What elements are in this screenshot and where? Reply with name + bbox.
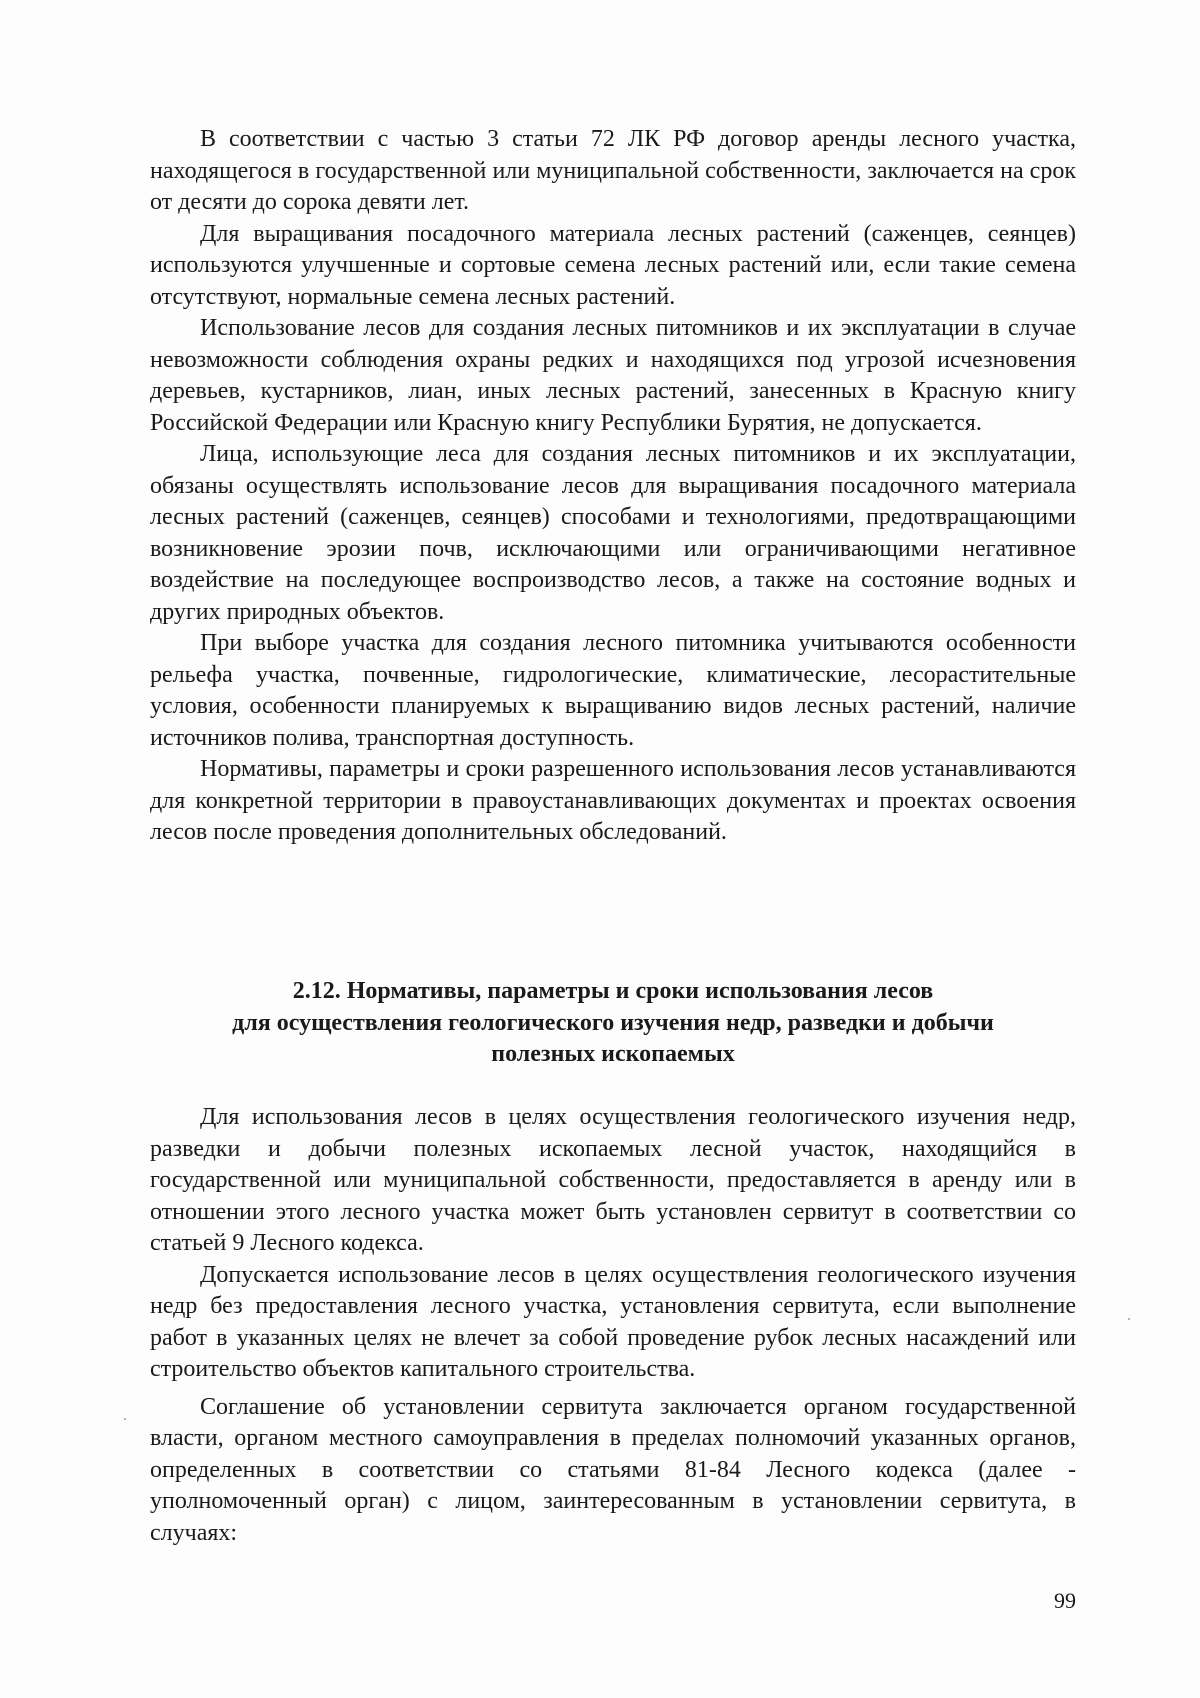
paragraph-geology-without-plot: Допускается использование лесов в целях осуществления геологического изучения недр без предоставления лесного участка, установления сервитута, если выполнение работ в указанных целях не влечет за собой проведение рубок лесных насаждений или строительство объектов капитального строительства. xyxy=(150,1261,1076,1382)
section-heading xyxy=(150,976,1076,1071)
paragraph-lease-term: В соответствии с частью 3 статьи 72 ЛК РФ договор аренды лесного участка, находящегося в государственной или муниципальной собственности, заключается на срок от десяти до сорока девяти лет. xyxy=(150,126,1076,215)
section-heading-line-2: для осуществления геологического изучения недр, разведки и добычи xyxy=(232,1009,994,1036)
paragraph-nursery-obligations: Лица, использующие леса для создания лесных питомников и их эксплуатации, обязаны осуществлять использование лесов для выращивания посадочного материала лесных растений (саженцев, сеянцев) способами и технологиями, предотвращающими возникновение эрозии почв, исключающими или ограничивающими негативное воздействие на последующее воспроизводство лесов, а также на состояние водных и других природных объектов. xyxy=(150,441,1076,625)
scan-artifact-speck xyxy=(1128,1318,1130,1320)
page-number: 99 xyxy=(1054,1588,1076,1613)
body-text-lower xyxy=(150,1102,1076,1549)
section-heading-line-3: полезных ископаемых xyxy=(491,1041,735,1067)
paragraph-red-book-restriction: Использование лесов для создания лесных питомников и их эксплуатации в случае невозможности соблюдения охраны редких и находящихся под угрозой исчезновения деревьев, кустарников, лиан, иных лесных растений, занесенных в Красную книгу Российской Федерации или Красную книгу Республики Бурятия, не допускается. xyxy=(150,315,1076,436)
paragraph-servitude-agreement: Соглашение об установлении сервитута заключается органом государственной власти, органом местного самоуправления в пределах полномочий указанных органов, определенных в соответствии со статьями 81-84 Лесного кодекса (далее - уполномоченный орган) с лицом, заинтересованным в установлении сервитута, в случаях: xyxy=(150,1393,1076,1546)
paragraph-site-selection: При выборе участка для создания лесного питомника учитываются особенности рельефа участка, почвенные, гидрологические, климатические, лесорастительные условия, особенности планируемых к выращиванию видов лесных растений, наличие источников полива, транспортная доступность. xyxy=(150,630,1076,751)
paragraph-seed-material: Для выращивания посадочного материала лесных растений (саженцев, сеянцев) используются улучшенные и сортовые семена лесных растений или, если такие семена отсутствуют, нормальные семена лесных растений. xyxy=(150,220,1076,310)
scan-artifact-speck xyxy=(124,1418,126,1420)
body-text-upper xyxy=(150,124,1076,849)
section-heading-line-1: 2.12. Нормативы, параметры и сроки использования лесов xyxy=(292,978,934,1004)
paragraph-geology-lease: Для использования лесов в целях осуществления геологического изучения недр, разведки и добычи полезных ископаемых лесной участок, находящийся в государственной или муниципальной собственности, предоставляется в аренду или в отношении этого лесного участка может быть установлен сервитут в соответствии со статьей 9 Лесного кодекса. xyxy=(150,1104,1076,1256)
paragraph-norms-parameters: Нормативы, параметры и сроки разрешенного использования лесов устанавливаются для конкретной территории в правоустанавливающих документах и проектах освоения лесов после проведения дополнительных обследований. xyxy=(150,756,1076,845)
